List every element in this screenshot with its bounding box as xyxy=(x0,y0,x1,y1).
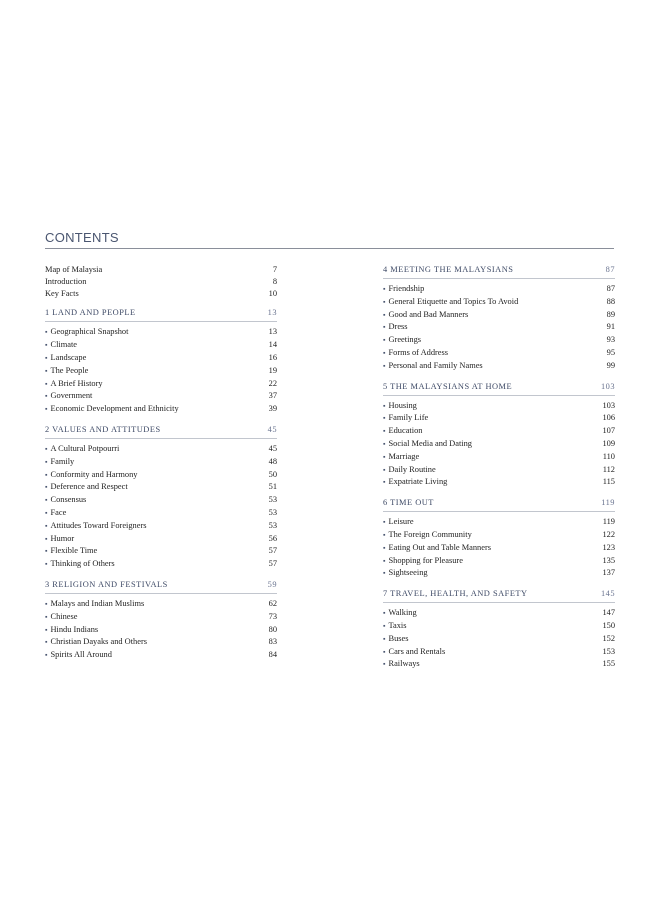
section-heading[interactable] xyxy=(45,307,277,322)
section-heading-page: 119 xyxy=(601,498,615,508)
toc-entry-page: 14 xyxy=(268,340,277,350)
toc-entry-text xyxy=(383,451,419,464)
toc-entry-page: 83 xyxy=(268,637,277,647)
section-heading-page: 59 xyxy=(267,579,277,589)
toc-entry-text xyxy=(383,542,491,555)
toc-entry[interactable] xyxy=(383,542,615,555)
toc-entry-text xyxy=(45,469,137,482)
toc-entry-text xyxy=(383,334,421,347)
bullet-icon: ▪ xyxy=(45,353,48,362)
toc-entry-label: Eating Out and Table Manners xyxy=(388,542,492,552)
toc-entry-text xyxy=(45,339,77,352)
toc-entry-text xyxy=(45,520,147,533)
bullet-icon: ▪ xyxy=(383,452,386,461)
toc-entry-label: Forms of Address xyxy=(388,347,449,357)
toc-entry[interactable] xyxy=(383,412,615,425)
toc-entry[interactable] xyxy=(383,607,615,620)
toc-entry-text xyxy=(383,646,445,659)
toc-entry-text xyxy=(45,365,88,378)
section-heading[interactable] xyxy=(383,264,615,279)
bullet-icon: ▪ xyxy=(383,297,386,306)
toc-entry-label: Greetings xyxy=(388,335,422,345)
section-heading-page: 103 xyxy=(600,381,615,391)
toc-entry-text xyxy=(383,555,463,568)
toc-entry[interactable] xyxy=(383,567,615,580)
toc-entry-page: 153 xyxy=(602,646,615,656)
section-heading-page: 45 xyxy=(267,424,277,434)
toc-entry-label: Shopping for Pleasure xyxy=(388,555,463,565)
toc-entry[interactable] xyxy=(45,443,277,456)
toc-entry-page: 95 xyxy=(606,347,615,357)
section-heading[interactable] xyxy=(383,588,615,603)
toc-entry-label: Chinese xyxy=(50,611,78,621)
toc-entry-label: Government xyxy=(50,391,93,401)
toc-entry-page: 7 xyxy=(272,265,277,274)
bullet-icon: ▪ xyxy=(383,530,386,539)
toc-entry-label: Introduction xyxy=(45,276,87,286)
toc-entry-label: Family xyxy=(50,456,75,466)
toc-entry-text xyxy=(383,516,414,529)
toc-entry[interactable] xyxy=(45,456,277,469)
toc-entry-page: 16 xyxy=(268,352,277,362)
bullet-icon: ▪ xyxy=(383,414,386,423)
bullet-icon: ▪ xyxy=(383,634,386,643)
toc-entry-label: Family Life xyxy=(388,413,429,423)
toc-entry-label: Taxis xyxy=(388,620,407,630)
toc-entry[interactable] xyxy=(45,649,277,662)
toc-entry[interactable] xyxy=(383,309,615,322)
toc-entry-label: Hindu Indians xyxy=(50,624,99,634)
toc-entry[interactable] xyxy=(383,296,615,309)
toc-entry[interactable] xyxy=(45,352,277,365)
toc-entry-text xyxy=(383,360,483,373)
toc-entry-label: Education xyxy=(388,426,423,436)
toc-entry[interactable] xyxy=(383,529,615,542)
toc-entry-text xyxy=(383,321,408,334)
toc-entry-text xyxy=(45,545,97,558)
toc-entry-page: 56 xyxy=(268,533,277,543)
bullet-icon: ▪ xyxy=(383,285,386,293)
toc-entry-page: 147 xyxy=(602,608,615,618)
toc-entry-text xyxy=(383,412,428,425)
toc-entry-page: 93 xyxy=(606,335,615,345)
toc-entry[interactable] xyxy=(45,598,277,611)
toc-entry-text xyxy=(383,309,468,322)
toc-entry[interactable] xyxy=(45,378,277,391)
toc-entry-text xyxy=(383,425,422,438)
section-heading-label: 2 VALUES AND ATTITUDES xyxy=(45,424,161,434)
toc-entry[interactable] xyxy=(45,403,277,416)
toc-entry-text xyxy=(383,658,420,671)
toc-entry[interactable] xyxy=(383,476,615,489)
toc-entry[interactable] xyxy=(45,507,277,520)
toc-entry-label: Conformity and Harmony xyxy=(50,469,138,479)
toc-entry[interactable] xyxy=(383,425,615,438)
toc-entry-text xyxy=(45,352,86,365)
bullet-icon: ▪ xyxy=(383,401,386,410)
toc-entry-page: 53 xyxy=(268,507,277,517)
section-heading-label: 7 TRAVEL, HEALTH, AND SAFETY xyxy=(383,589,528,599)
bullet-icon: ▪ xyxy=(45,341,48,350)
toc-entry[interactable] xyxy=(45,365,277,378)
toc-entry[interactable] xyxy=(45,339,277,352)
toc-entry-page: 8 xyxy=(272,276,277,286)
toc-entry-text xyxy=(383,283,424,296)
toc-entry-page: 155 xyxy=(602,659,615,669)
bullet-icon: ▪ xyxy=(45,560,48,569)
toc-entry-label: A Cultural Potpourri xyxy=(50,443,120,453)
toc-entry[interactable] xyxy=(383,658,615,671)
toc-entry[interactable] xyxy=(45,469,277,482)
bullet-icon: ▪ xyxy=(45,638,48,647)
toc-entry-page: 57 xyxy=(268,546,277,556)
bullet-icon: ▪ xyxy=(45,444,48,453)
toc-entry-label: Spirits All Around xyxy=(50,650,112,660)
toc-entry-label: Dress xyxy=(388,322,408,332)
section-heading-page: 13 xyxy=(267,308,277,318)
toc-entry[interactable] xyxy=(383,633,615,646)
toc-entry-page: 51 xyxy=(268,482,277,492)
toc-entry[interactable] xyxy=(383,334,615,347)
toc-entry[interactable] xyxy=(45,390,277,403)
toc-entry[interactable] xyxy=(45,276,277,288)
toc-entry-label: Climate xyxy=(50,340,77,350)
right-column xyxy=(383,264,615,671)
section-heading-label: 1 LAND AND PEOPLE xyxy=(45,308,136,318)
toc-entry-label: Housing xyxy=(388,400,417,410)
toc-entry-page: 88 xyxy=(606,296,615,306)
toc-entry-label: Humor xyxy=(50,533,75,543)
toc-entry-page: 45 xyxy=(268,443,277,453)
bullet-icon: ▪ xyxy=(383,323,386,332)
bullet-icon: ▪ xyxy=(383,336,386,345)
toc-entry[interactable] xyxy=(45,494,277,507)
bullet-icon: ▪ xyxy=(45,496,48,505)
toc-entry[interactable] xyxy=(45,545,277,558)
section-heading[interactable] xyxy=(383,381,615,396)
toc-entry[interactable] xyxy=(383,516,615,529)
bullet-icon: ▪ xyxy=(45,392,48,401)
toc-entry-text xyxy=(45,494,86,507)
section-heading[interactable] xyxy=(45,579,277,594)
bullet-icon: ▪ xyxy=(383,518,386,527)
toc-entry-label: Walking xyxy=(388,608,417,618)
toc-entry-label: Key Facts xyxy=(45,288,79,298)
section-heading-label: 5 THE MALAYSIANS AT HOME xyxy=(383,381,513,391)
toc-entry-label: Christian Dayaks and Others xyxy=(50,637,148,647)
toc-entry-label: Cars and Rentals xyxy=(388,646,446,656)
toc-entry-text xyxy=(45,326,128,339)
toc-entry[interactable] xyxy=(383,620,615,633)
title-rule xyxy=(45,248,614,249)
toc-entry-page: 99 xyxy=(606,360,615,370)
toc-entry-label: Leisure xyxy=(388,517,414,527)
toc-entry-label: Good and Bad Manners xyxy=(388,309,469,319)
toc-entry[interactable] xyxy=(383,400,615,413)
front-matter xyxy=(45,264,277,299)
toc-entry-page: 57 xyxy=(268,559,277,569)
section-heading[interactable] xyxy=(45,424,277,439)
bullet-icon: ▪ xyxy=(45,625,48,634)
toc-entry-text xyxy=(383,633,409,646)
toc-entry[interactable] xyxy=(383,438,615,451)
bullet-icon: ▪ xyxy=(45,483,48,492)
toc-entry-page: 22 xyxy=(268,378,277,388)
bullet-icon: ▪ xyxy=(383,609,386,618)
section-heading[interactable] xyxy=(383,497,615,512)
toc-entry-text xyxy=(45,443,119,456)
toc-entry-label: General Etiquette and Topics To Avoid xyxy=(388,296,519,306)
section-heading-label: 6 TIME OUT xyxy=(383,498,434,508)
bullet-icon: ▪ xyxy=(383,543,386,552)
toc-entry-page: 62 xyxy=(268,598,277,608)
toc-entry-label: Expatriate Living xyxy=(388,477,448,487)
toc-entry[interactable] xyxy=(45,611,277,624)
toc-entry[interactable] xyxy=(45,288,277,300)
toc-entry[interactable] xyxy=(45,520,277,533)
toc-entry-label: Malays and Indian Muslims xyxy=(50,598,145,608)
toc-entry-text xyxy=(383,400,417,413)
toc-entry[interactable] xyxy=(383,360,615,373)
toc-entry-page: 84 xyxy=(268,650,277,660)
toc-entry-page: 87 xyxy=(606,284,615,293)
toc-entry-label: Economic Development and Ethnicity xyxy=(50,404,179,414)
toc-entry-page: 107 xyxy=(602,426,615,436)
bullet-icon: ▪ xyxy=(383,647,386,656)
toc-entry-text xyxy=(383,476,447,489)
toc-entry-label: Daily Routine xyxy=(388,464,436,474)
left-column xyxy=(45,264,277,662)
toc-entry[interactable] xyxy=(383,464,615,477)
toc-entry-text xyxy=(45,456,74,469)
bullet-icon: ▪ xyxy=(383,569,386,578)
bullet-icon: ▪ xyxy=(383,361,386,370)
toc-entry-page: 19 xyxy=(268,365,277,375)
section-heading-page: 145 xyxy=(600,589,615,599)
toc-entry-text xyxy=(45,378,103,391)
toc-entry-label: Sightseeing xyxy=(388,568,428,578)
toc-entry-text xyxy=(383,464,436,477)
bullet-icon: ▪ xyxy=(383,439,386,448)
toc-entry-page: 91 xyxy=(606,322,615,332)
toc-entry[interactable] xyxy=(45,636,277,649)
toc-entry[interactable] xyxy=(45,624,277,637)
toc-entry[interactable] xyxy=(45,326,277,339)
toc-entry-label: Attitudes Toward Foreigners xyxy=(50,520,147,530)
toc-entry-page: 109 xyxy=(602,438,615,448)
bullet-icon: ▪ xyxy=(383,310,386,319)
toc-entry-page: 119 xyxy=(602,517,615,527)
toc-entry-text xyxy=(45,611,77,624)
toc-entry-label: Friendship xyxy=(388,284,425,293)
toc-entry-page: 122 xyxy=(602,529,615,539)
toc-entry[interactable] xyxy=(383,451,615,464)
toc-entry-text xyxy=(383,296,518,309)
toc-entry[interactable] xyxy=(383,321,615,334)
bullet-icon: ▪ xyxy=(383,465,386,474)
toc-entry-page: 73 xyxy=(268,611,277,621)
toc-entry-label: Deference and Respect xyxy=(50,482,128,492)
bullet-icon: ▪ xyxy=(45,599,48,608)
toc-entry-page: 150 xyxy=(602,620,615,630)
toc-entry-page: 123 xyxy=(602,542,615,552)
toc-entry[interactable] xyxy=(383,347,615,360)
toc-entry-text xyxy=(45,558,115,571)
toc-entry-label: Railways xyxy=(388,659,420,669)
toc-entry-label: Face xyxy=(50,507,67,517)
toc-entry-text xyxy=(45,507,66,520)
toc-entry-page: 103 xyxy=(602,400,615,410)
toc-entry-text xyxy=(45,533,74,546)
bullet-icon: ▪ xyxy=(45,508,48,517)
toc-entry[interactable] xyxy=(45,481,277,494)
bullet-icon: ▪ xyxy=(383,348,386,357)
bullet-icon: ▪ xyxy=(383,621,386,630)
toc-entry-label: Thinking of Others xyxy=(50,559,115,569)
bullet-icon: ▪ xyxy=(45,547,48,556)
toc-entry-page: 137 xyxy=(602,568,615,578)
toc-entry[interactable] xyxy=(383,555,615,568)
toc-entry-text xyxy=(383,607,417,620)
toc-entry-page: 135 xyxy=(602,555,615,565)
bullet-icon: ▪ xyxy=(45,534,48,543)
bullet-icon: ▪ xyxy=(45,379,48,388)
toc-entry-label: Geographical Snapshot xyxy=(50,327,129,337)
section-heading-label: 3 RELIGION AND FESTIVALS xyxy=(45,579,168,589)
toc-entry-page: 50 xyxy=(268,469,277,479)
toc-entry-label: The Foreign Community xyxy=(388,529,472,539)
toc-entry[interactable] xyxy=(45,264,277,276)
bullet-icon: ▪ xyxy=(383,660,386,669)
toc-entry-page: 53 xyxy=(268,495,277,505)
toc-entry-label: A Brief History xyxy=(50,378,103,388)
bullet-icon: ▪ xyxy=(383,427,386,436)
bullet-icon: ▪ xyxy=(45,612,48,621)
toc-entry-label: Flexible Time xyxy=(50,546,98,556)
toc-entry-label: The People xyxy=(50,365,89,375)
toc-entry-page: 115 xyxy=(602,477,615,487)
toc-entry-page: 39 xyxy=(268,404,277,414)
section-heading-page: 87 xyxy=(605,265,615,274)
bullet-icon: ▪ xyxy=(383,556,386,565)
toc-entry[interactable] xyxy=(383,283,615,296)
section-heading-label: 4 MEETING THE MALAYSIANS xyxy=(383,265,514,274)
toc-entry-text xyxy=(45,403,179,416)
toc-entry-page: 53 xyxy=(268,520,277,530)
bullet-icon: ▪ xyxy=(45,651,48,660)
toc-entry-label: Marriage xyxy=(388,451,420,461)
toc-entry[interactable] xyxy=(383,646,615,659)
toc-entry-text xyxy=(45,624,98,637)
toc-entry-label: Buses xyxy=(388,633,409,643)
toc-entry-page: 112 xyxy=(602,464,615,474)
toc-entry-text xyxy=(45,390,92,403)
bullet-icon: ▪ xyxy=(45,521,48,530)
toc-entry-page: 80 xyxy=(268,624,277,634)
toc-entry-text xyxy=(45,481,128,494)
toc-entry-page: 13 xyxy=(268,327,277,337)
toc-entry-label: Consensus xyxy=(50,495,87,505)
toc-entry-page: 89 xyxy=(606,309,615,319)
bullet-icon: ▪ xyxy=(45,405,48,414)
toc-entry-text xyxy=(383,620,407,633)
toc-entry-text xyxy=(383,529,472,542)
bullet-icon: ▪ xyxy=(45,366,48,375)
toc-entry-label: Personal and Family Names xyxy=(388,360,483,370)
toc-entry-page: 48 xyxy=(268,456,277,466)
toc-entry-text xyxy=(383,567,428,580)
toc-entry-text xyxy=(383,347,448,360)
toc-entry[interactable] xyxy=(45,558,277,571)
page-title: CONTENTS xyxy=(45,230,119,245)
left-sections xyxy=(45,307,277,662)
toc-entry-text xyxy=(45,598,144,611)
toc-entry-page: 110 xyxy=(602,451,615,461)
toc-entry-text xyxy=(383,438,472,451)
toc-entry-page: 106 xyxy=(602,413,615,423)
toc-entry-label: Landscape xyxy=(50,352,87,362)
right-sections xyxy=(383,264,615,671)
bullet-icon: ▪ xyxy=(45,470,48,479)
toc-entry-label: Map of Malaysia xyxy=(45,265,103,274)
toc-entry-text xyxy=(45,636,147,649)
bullet-icon: ▪ xyxy=(383,478,386,487)
toc-entry-label: Social Media and Dating xyxy=(388,438,472,448)
bullet-icon: ▪ xyxy=(45,328,48,337)
toc-entry[interactable] xyxy=(45,533,277,546)
bullet-icon: ▪ xyxy=(45,457,48,466)
toc-entry-text xyxy=(45,649,112,662)
toc-entry-page: 152 xyxy=(602,633,615,643)
toc-entry-page: 37 xyxy=(268,391,277,401)
toc-entry-page: 10 xyxy=(268,288,277,298)
